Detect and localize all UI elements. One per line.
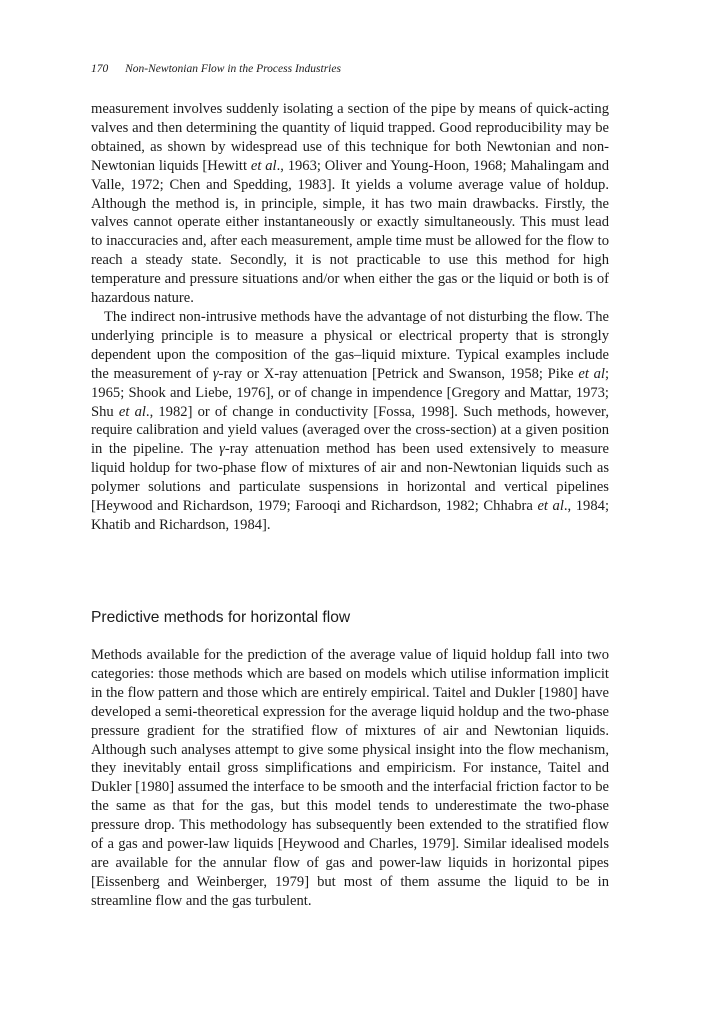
text-run: ; 1965; Shook and Liebe, 1976], or of change in impendence [Gregory and Mattar, 1973; Shu: [91, 365, 609, 420]
text-run: measurement involves suddenly isolating a section of the pipe by means of quick-acting valves and then determining the quantity of liquid trapped. Good reproducibility may be obtained, as shown by widespread use of this technique for both Newtonian and non-Newtonian liquids [Hewitt: [91, 101, 609, 174]
text-block-upper: [91, 100, 609, 535]
page-number: 170: [91, 63, 109, 75]
text-run: The indirect non-intrusive methods have the advantage of not disturbing the flow. The underlying principle is to measure a physical or electrical property that is strongly dependent upon the composition of the gas–liquid mixture. Typical examples include the measurement of: [91, 308, 609, 382]
text-run: ., 1982] or of change in conductivity [Fossa, 1998]. Such methods, however, require calibration and yield values (averaged over the cross-section) at a given position in the pipeline. The: [91, 403, 609, 458]
running-head: [91, 63, 341, 75]
italic-et-al: et al: [578, 365, 605, 382]
gamma-symbol: γ: [219, 441, 225, 458]
gamma-symbol: γ: [212, 365, 219, 382]
italic-et-al: et al: [118, 403, 146, 420]
italic-et-al: et al: [537, 498, 564, 515]
paragraph-holdup-measurement: [91, 100, 609, 308]
italic-et-al: et al: [250, 157, 277, 174]
text-run: ., 1963; Oliver and Young-Hoon, 1968; Mahalingam and Valle, 1972; Chen and Spedding, 1983]. It yields a volume average value of holdup. Although the method is, in principle, simple, it has two main drawbacks. Firstly, the valves cannot operate either instantaneously or exactly simultaneously. This must lead to inaccuracies and, after each measurement, ample time must be allowed for the flow to reach a steady state. Secondly, it is not practicable to use this method for high temperature and pressure situations and/or when either the gas or the liquid or both is of hazardous nature.: [91, 157, 609, 307]
book-title: Non-Newtonian Flow in the Process Industries: [125, 63, 341, 75]
text-run: -ray attenuation method has been used extensively to measure liquid holdup for two-phase flow of mixtures of air and non-Newtonian liquids such as polymer solutions and particulate suspensions in horizontal and vertical pipelines [Heywood and Richardson, 1979; Farooqi and Richardson, 1982; Chhabra: [91, 441, 609, 515]
text-run: -ray or X-ray attenuation [Petrick and Swanson, 1958; Pike: [218, 365, 579, 382]
paragraph-predictive-methods: Methods available for the prediction of the average value of liquid holdup fall into two categories: those methods which are based on models which utilise information implicit in the flow pattern and those which are entirely empirical. Taitel and Dukler [1980] have developed a semi-theoretical expression for the average liquid holdup and the two-phase pressure gradient for the stratified flow of mixtures of air and Newtonian liquids. Although such analyses attempt to give some physical insight into the flow mechanism, they inevitably entail gross simplifications and empiricism. For instance, Taitel and Dukler [1980] assumed the interface to be smooth and the interfacial friction factor to be the same as that for the gas, but this model tends to underestimate the two-phase pressure drop. This methodology has subsequently been extended to the stratified flow of a gas and power-law liquids [Heywood and Charles, 1979]. Similar idealised models are available for the annular flow of gas and power-law liquids in horizontal pipes [Eissenberg and Weinberger, 1979] but most of them assume the liquid to be in streamline flow and the gas turbulent.: [91, 647, 609, 909]
paragraph-non-intrusive-methods: [91, 308, 609, 535]
section-heading: Predictive methods for horizontal flow: [91, 609, 351, 626]
text-block-lower: [91, 646, 609, 911]
text-run: ., 1984; Khatib and Richardson, 1984].: [91, 498, 609, 533]
